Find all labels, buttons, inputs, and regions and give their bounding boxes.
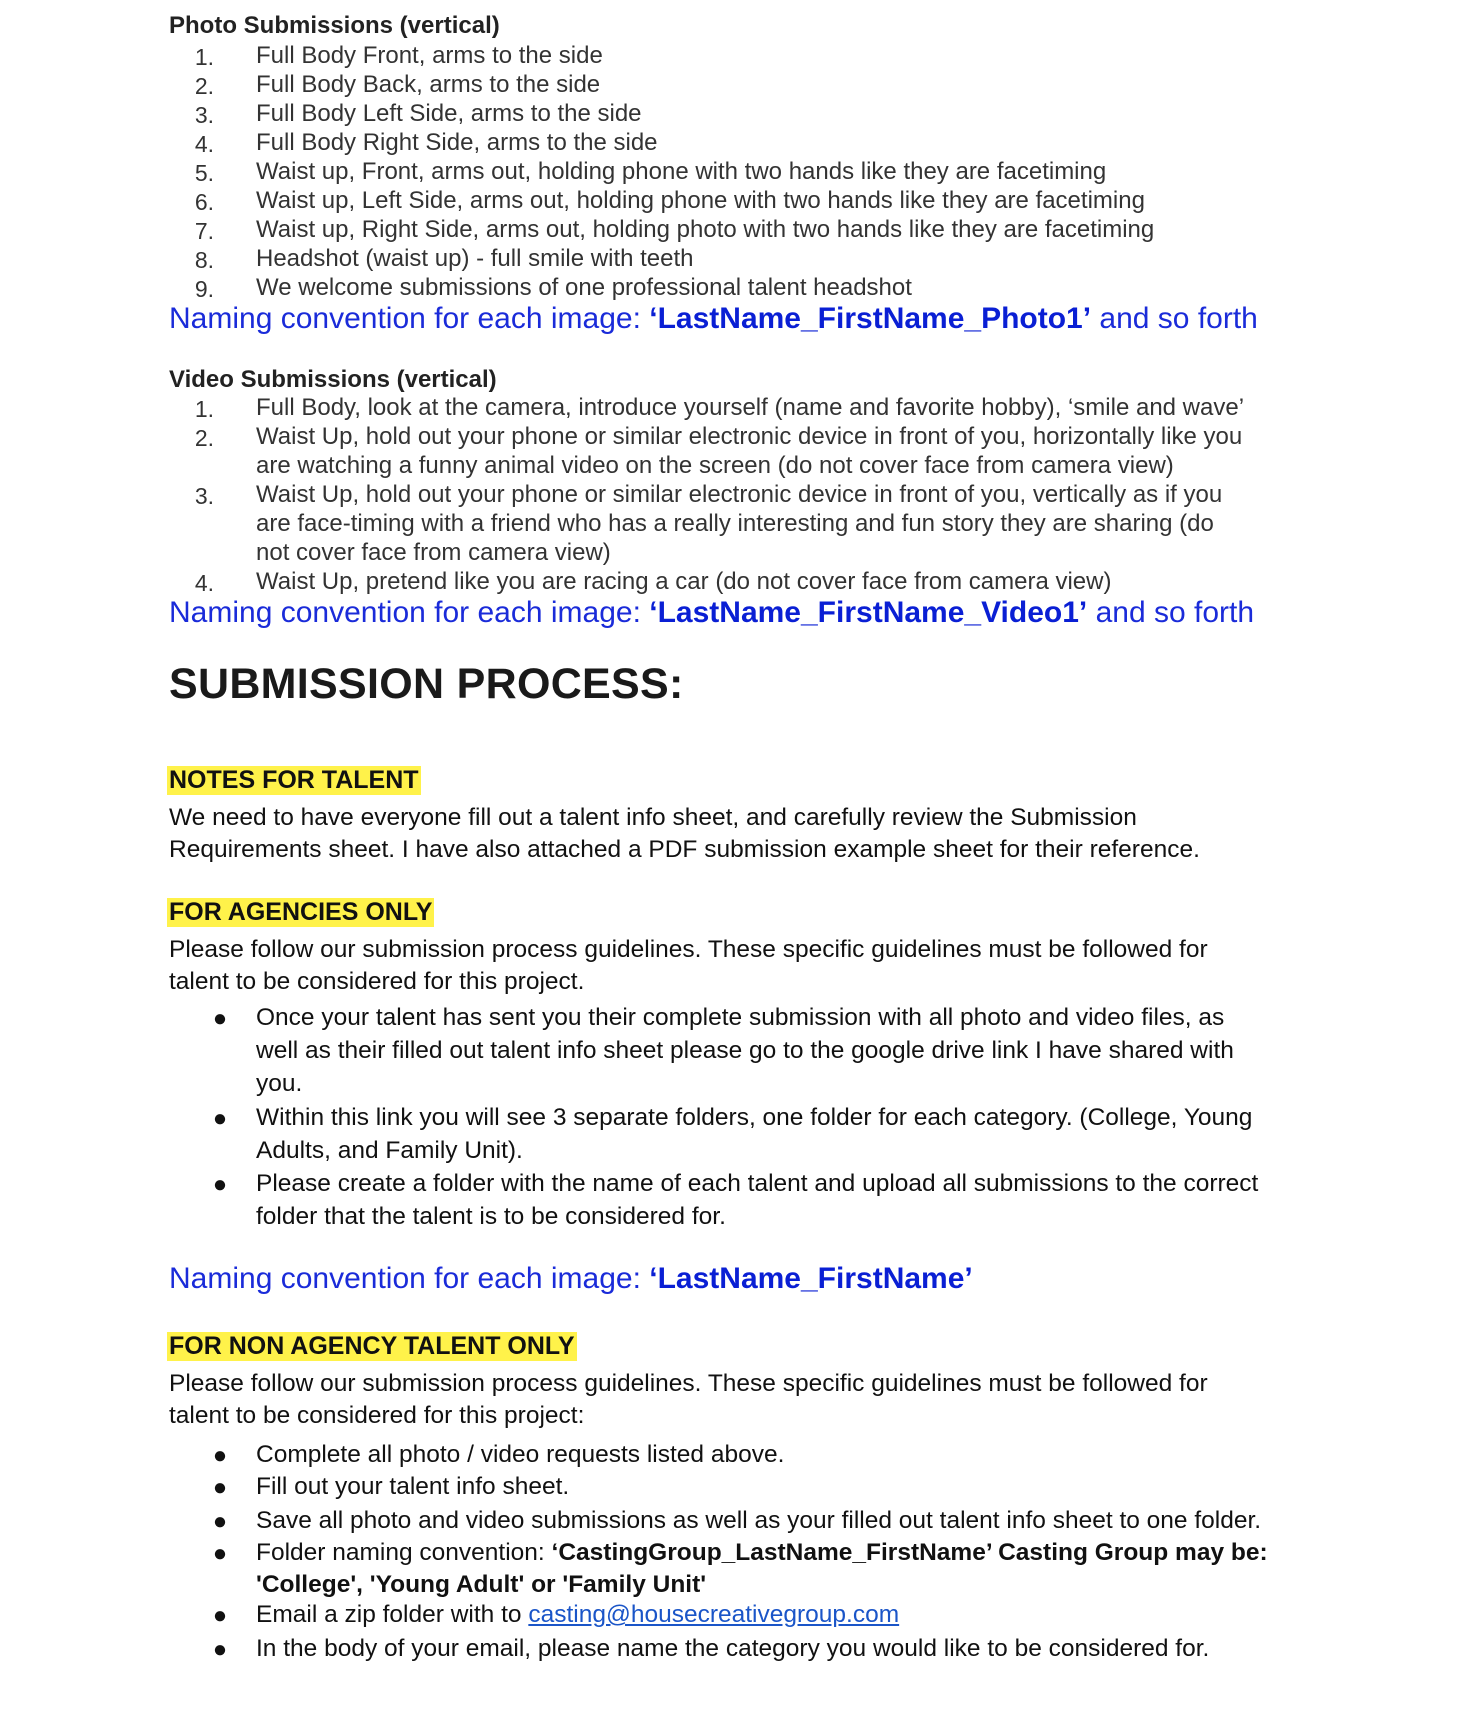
list-number: 4. (194, 131, 214, 157)
agencies-line: Please follow our submission process guidelines. These specific guidelines must be followed for (169, 936, 1208, 963)
photo-naming-convention (169, 302, 1258, 336)
list-number: 9. (194, 276, 214, 302)
list-number: 4. (194, 570, 214, 596)
agency-bullet-line: Within this link you will see 3 separate folders, one folder for each category. (College, Young (256, 1104, 1253, 1131)
naming-prefix: Naming convention for each image: (169, 1262, 650, 1295)
non-agency-line: talent to be considered for this project: (169, 1402, 585, 1429)
list-number: 2. (194, 425, 214, 451)
photo-list-item: Waist up, Right Side, arms out, holding photo with two hands like they are facetiming (256, 216, 1155, 243)
naming-prefix: Naming convention for each image: (169, 596, 650, 629)
photo-list-item: Full Body Right Side, arms to the side (256, 129, 658, 156)
video-list-item-line: Waist Up, pretend like you are racing a car (do not cover face from camera view) (256, 568, 1112, 595)
list-number: 1. (194, 396, 214, 422)
video-list-item-line: Waist Up, hold out your phone or similar electronic device in front of you, vertically as if you (256, 481, 1223, 508)
bullet-glyph: ● (212, 1540, 228, 1567)
agencies-naming-convention (169, 1262, 973, 1296)
folder-naming-label: Folder naming convention: (256, 1539, 552, 1566)
list-number: 8. (194, 247, 214, 273)
agency-bullet-line: Adults, and Family Unit). (256, 1137, 523, 1164)
agency-bullet-line: you. (256, 1070, 303, 1097)
agencies-paragraph (169, 934, 1208, 998)
photo-list-item: We welcome submissions of one professional talent headshot (256, 274, 912, 301)
video-list-item-line: not cover face from camera view) (256, 539, 611, 566)
folder-naming-format: ‘CastingGroup_LastName_FirstName’ Casting Group may be: (551, 1539, 1268, 1566)
notes-paragraph (169, 802, 1200, 866)
agencies-heading: FOR AGENCIES ONLY (169, 898, 433, 926)
submission-process-title: SUBMISSION PROCESS: (169, 660, 684, 708)
bullet-glyph: ● (212, 1474, 228, 1501)
video-naming-convention (169, 596, 1254, 630)
bullet-glyph: ● (212, 1442, 228, 1469)
non-agency-paragraph (169, 1368, 1208, 1432)
list-number: 2. (194, 73, 214, 99)
photo-list-item: Full Body Left Side, arms to the side (256, 100, 642, 127)
video-list-item-line: are watching a funny animal video on the screen (do not cover face from camera view) (256, 452, 1174, 479)
agency-bullet-line: folder that the talent is to be considered for. (256, 1203, 726, 1230)
naming-suffix: and so forth (1087, 596, 1255, 629)
non-agency-bullet-3: Save all photo and video submissions as well as your filled out talent info sheet to one folder. (256, 1507, 1262, 1534)
notes-line: We need to have everyone fill out a talent info sheet, and carefully review the Submission (169, 804, 1137, 831)
photo-submissions-heading: Photo Submissions (vertical) (169, 12, 500, 39)
casting-group-options: 'College', 'Young Adult' or 'Family Unit' (256, 1571, 707, 1598)
bullet-glyph: ● (212, 1005, 228, 1032)
list-number: 6. (194, 189, 214, 215)
non-agency-bullet-1: Complete all photo / video requests listed above. (256, 1441, 785, 1468)
non-agency-bullet-2: Fill out your talent info sheet. (256, 1473, 570, 1500)
video-list-item-line: Waist Up, hold out your phone or similar electronic device in front of you, horizontally like you (256, 423, 1243, 450)
agency-bullet-line: well as their filled out talent info sheet please go to the google drive link I have shared with (256, 1037, 1234, 1064)
agencies-line: talent to be considered for this project. (169, 968, 585, 995)
photo-list-item: Waist up, Left Side, arms out, holding phone with two hands like they are facetiming (256, 187, 1145, 214)
email-instruction: Email a zip folder with to (256, 1601, 529, 1628)
notes-line: Requirements sheet. I have also attached a PDF submission example sheet for their reference. (169, 836, 1200, 863)
photo-list-item: Full Body Front, arms to the side (256, 42, 603, 69)
photo-list-item: Full Body Back, arms to the side (256, 71, 601, 98)
non-agency-bullet-4 (256, 1537, 1268, 1601)
photo-list-item: Waist up, Front, arms out, holding phone with two hands like they are facetiming (256, 158, 1107, 185)
list-number: 5. (194, 160, 214, 186)
non-agency-heading: FOR NON AGENCY TALENT ONLY (169, 1332, 575, 1360)
non-agency-line: Please follow our submission process guidelines. These specific guidelines must be followed for (169, 1370, 1208, 1397)
bullet-glyph: ● (212, 1602, 228, 1629)
agency-bullet-line: Please create a folder with the name of each talent and upload all submissions to the correct (256, 1170, 1259, 1197)
photo-list-item: Headshot (waist up) - full smile with teeth (256, 245, 694, 272)
bullet-glyph: ● (212, 1636, 228, 1663)
notes-for-talent-heading: NOTES FOR TALENT (169, 766, 419, 794)
naming-value: ‘LastName_FirstName’ (649, 1262, 973, 1295)
agency-bullet-line: Once your talent has sent you their complete submission with all photo and video files, as (256, 1004, 1225, 1031)
list-number: 7. (194, 218, 214, 244)
naming-value: ‘LastName_FirstName_Photo1’ (649, 302, 1092, 335)
bullet-glyph: ● (212, 1508, 228, 1535)
list-number: 3. (194, 483, 214, 509)
non-agency-bullet-6: In the body of your email, please name the category you would like to be considered for. (256, 1635, 1210, 1662)
video-list-item-line: Full Body, look at the camera, introduce yourself (name and favorite hobby), ‘smile and wave’ (256, 394, 1245, 421)
email-link[interactable]: casting@housecreativegroup.com (528, 1601, 900, 1628)
video-submissions-heading: Video Submissions (vertical) (169, 366, 497, 393)
list-number: 3. (194, 102, 214, 128)
bullet-glyph: ● (212, 1105, 228, 1132)
non-agency-bullet-5 (256, 1599, 899, 1631)
bullet-glyph: ● (212, 1171, 228, 1198)
naming-value: ‘LastName_FirstName_Video1’ (649, 596, 1088, 629)
list-number: 1. (194, 44, 214, 70)
naming-suffix: and so forth (1091, 302, 1258, 335)
naming-prefix: Naming convention for each image: (169, 302, 650, 335)
video-list-item-line: are face-timing with a friend who has a really interesting and fun story they are sharing (do (256, 510, 1214, 537)
